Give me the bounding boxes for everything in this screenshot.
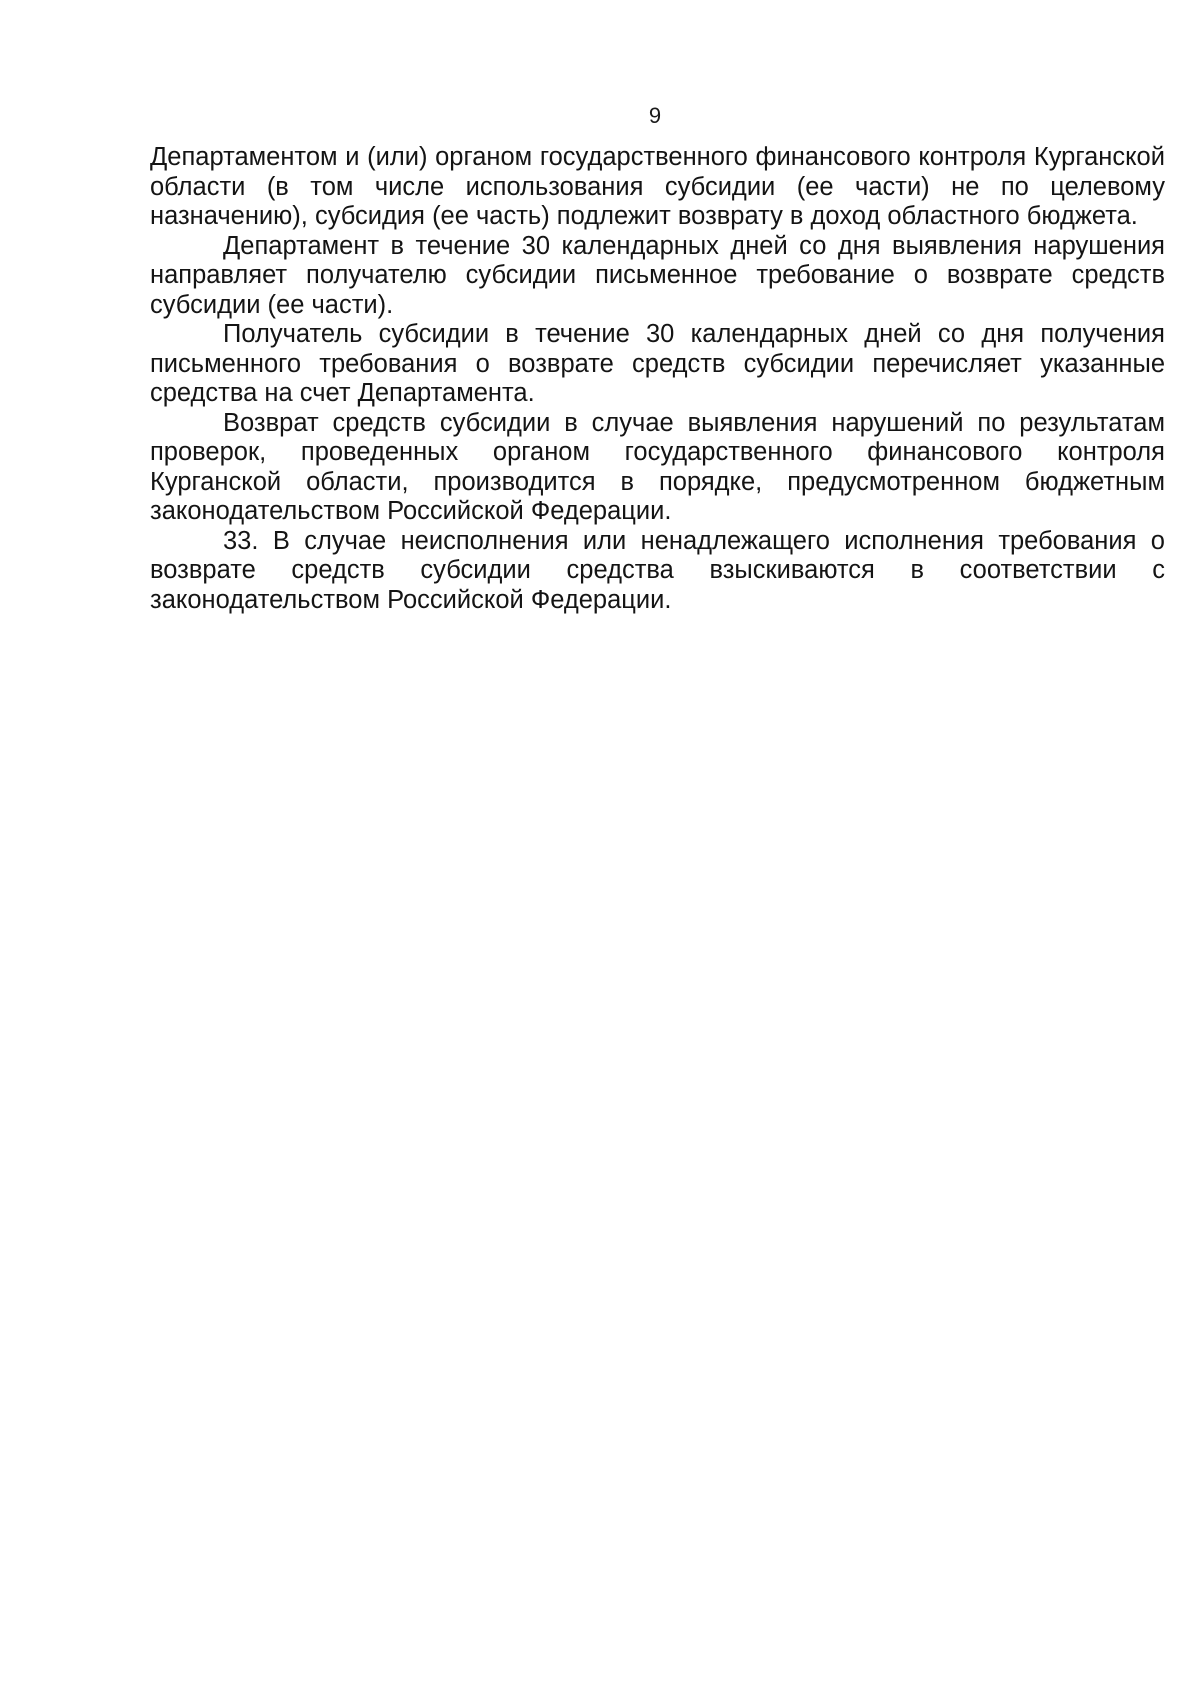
page-number: 9 xyxy=(648,103,662,128)
document-body xyxy=(150,143,1165,615)
paragraph: Департамент в течение 30 календарных дней со дня выявления нарушения направляет получателю субсидии письменное требование о возврате средств субсидии (ее части). xyxy=(150,231,1165,319)
paragraph-clause-33: 33. В случае неисполнения или ненадлежащего исполнения требования о возврате средств субсидии средства взыскиваются в соответствии с законодательством Российской Федерации. xyxy=(150,526,1165,614)
paragraph-continuation: Департаментом и (или) органом государственного финансового контроля Курганской области (в том числе использования субсидии (ее части) не по целевому назначению), субсидия (ее часть) подлежит возврату в доход областного бюджета. xyxy=(150,143,1165,230)
paragraph: Возврат средств субсидии в случае выявления нарушений по результатам проверок, проведенных органом государственного финансового контроля Курганской области, производится в порядке, предусмотренном бюджетным законодательством Российской Федерации. xyxy=(150,408,1165,525)
paragraph: Получатель субсидии в течение 30 календарных дней со дня получения письменного требования о возврате средств субсидии перечисляет указанные средства на счет Департамента. xyxy=(150,320,1165,407)
